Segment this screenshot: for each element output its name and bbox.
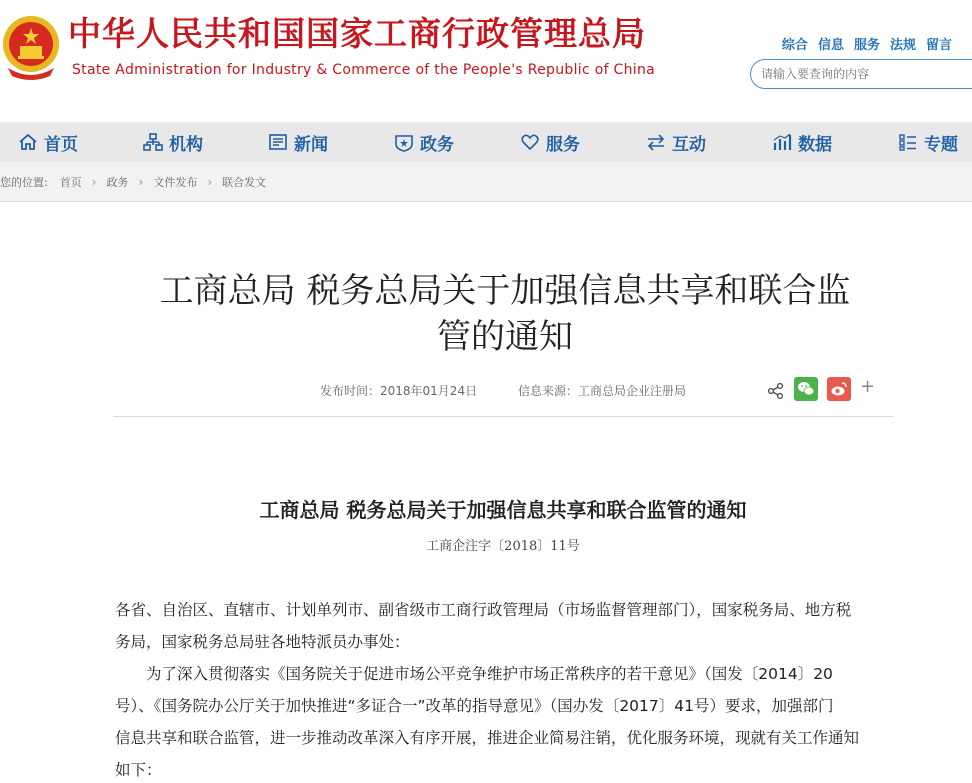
weibo-icon xyxy=(830,381,848,397)
top-link-general[interactable]: 综合 xyxy=(781,38,808,53)
nav-label: 新闻 xyxy=(294,134,328,155)
body-paragraph xyxy=(115,658,890,783)
search-input[interactable] xyxy=(750,59,972,89)
addressee-paragraph xyxy=(115,594,890,658)
nav-item-topic[interactable] xyxy=(898,122,958,162)
top-link-service[interactable]: 服务 xyxy=(853,38,880,53)
weibo-share-button[interactable] xyxy=(827,377,851,401)
share-icon[interactable] xyxy=(767,382,785,400)
nav-item-service[interactable] xyxy=(520,122,580,162)
more-share-icon[interactable]: + xyxy=(860,376,876,397)
top-link-info[interactable]: 信息 xyxy=(817,38,844,53)
exchange-arrows-icon xyxy=(646,132,666,152)
breadcrumb-item-docs[interactable]: 文件发布 xyxy=(153,175,198,189)
text-line: 为了深入贯彻落实《国务院关于促进市场公平竞争维护市场正常秩序的若干意见》（国发〔2014〕20 xyxy=(146,665,833,683)
breadcrumb-item-affairs[interactable]: 政务 xyxy=(106,175,129,189)
site-title-cn: 中华人民共和国国家工商行政管理总局 xyxy=(68,14,646,53)
page-title-line: 工商总局 税务总局关于加强信息共享和联合监 xyxy=(159,271,851,311)
bar-chart-icon xyxy=(772,132,792,152)
site-title-en: State Administration for Industry & Commerce of the People's Republic of China xyxy=(72,62,656,78)
nav-label: 服务 xyxy=(546,134,580,155)
breadcrumb-item-home[interactable]: 首页 xyxy=(59,175,82,189)
nav-label: 首页 xyxy=(44,134,78,155)
org-chart-icon xyxy=(143,132,163,152)
text-line: 务局，国家税务总局驻各地特派员办事处： xyxy=(115,633,410,651)
info-source: 信息来源：工商总局企业注册局 xyxy=(518,384,687,398)
nav-label: 专题 xyxy=(924,134,958,155)
document-title: 工商总局 税务总局关于加强信息共享和联合监管的通知 xyxy=(259,498,747,522)
breadcrumb-prefix: 您的位置: xyxy=(0,175,48,189)
publish-time: 发布时间：2018年01月24日 xyxy=(320,384,478,398)
nav-item-news[interactable] xyxy=(268,122,328,162)
top-link-message[interactable]: 留言 xyxy=(925,38,952,53)
wechat-icon xyxy=(797,381,815,397)
top-link-law[interactable]: 法规 xyxy=(889,38,916,53)
nav-label: 机构 xyxy=(169,134,203,155)
text-line: 各省、自治区、直辖市、计划单列市、副省级市工商行政管理局（市场监督管理部门），国家税务局、地方税 xyxy=(115,601,852,619)
nav-item-affairs[interactable] xyxy=(394,122,454,162)
list-icon xyxy=(898,132,918,152)
nav-label: 互动 xyxy=(672,134,706,155)
page-title-line: 管的通知 xyxy=(437,317,573,357)
breadcrumb-item-joint[interactable]: 联合发文 xyxy=(222,175,267,189)
nav-item-home[interactable] xyxy=(18,122,78,162)
nav-label: 数据 xyxy=(798,134,832,155)
divider xyxy=(113,416,893,417)
nav-item-org[interactable] xyxy=(143,122,203,162)
heart-icon xyxy=(520,132,540,152)
national-emblem-icon xyxy=(0,10,62,82)
nav-item-data[interactable] xyxy=(772,122,832,162)
top-links xyxy=(782,34,952,53)
wechat-share-button[interactable] xyxy=(794,377,818,401)
text-line: 号）、《国务院办公厅关于加快推进“多证合一”改革的指导意见》（国办发〔2017〕41号）要求，加强部门 xyxy=(115,697,834,715)
main-nav xyxy=(0,122,972,162)
chevron-right-icon: › xyxy=(207,174,213,189)
chevron-right-icon: › xyxy=(91,174,97,189)
nav-label: 政务 xyxy=(420,134,454,155)
badge-icon xyxy=(394,132,414,152)
newspaper-icon xyxy=(268,132,288,152)
home-icon xyxy=(18,132,38,152)
text-line: 信息共享和联合监管，进一步推动改革深入有序开展，推进企业简易注销，优化服务环境，现就有关工作通知 xyxy=(115,729,860,747)
document-number: 工商企注字〔2018〕11号 xyxy=(426,539,580,554)
page-title xyxy=(100,268,910,360)
site-header xyxy=(0,0,972,122)
breadcrumb xyxy=(0,162,972,202)
nav-item-interact[interactable] xyxy=(646,122,706,162)
text-line: 如下： xyxy=(115,761,162,779)
chevron-right-icon: › xyxy=(138,174,144,189)
